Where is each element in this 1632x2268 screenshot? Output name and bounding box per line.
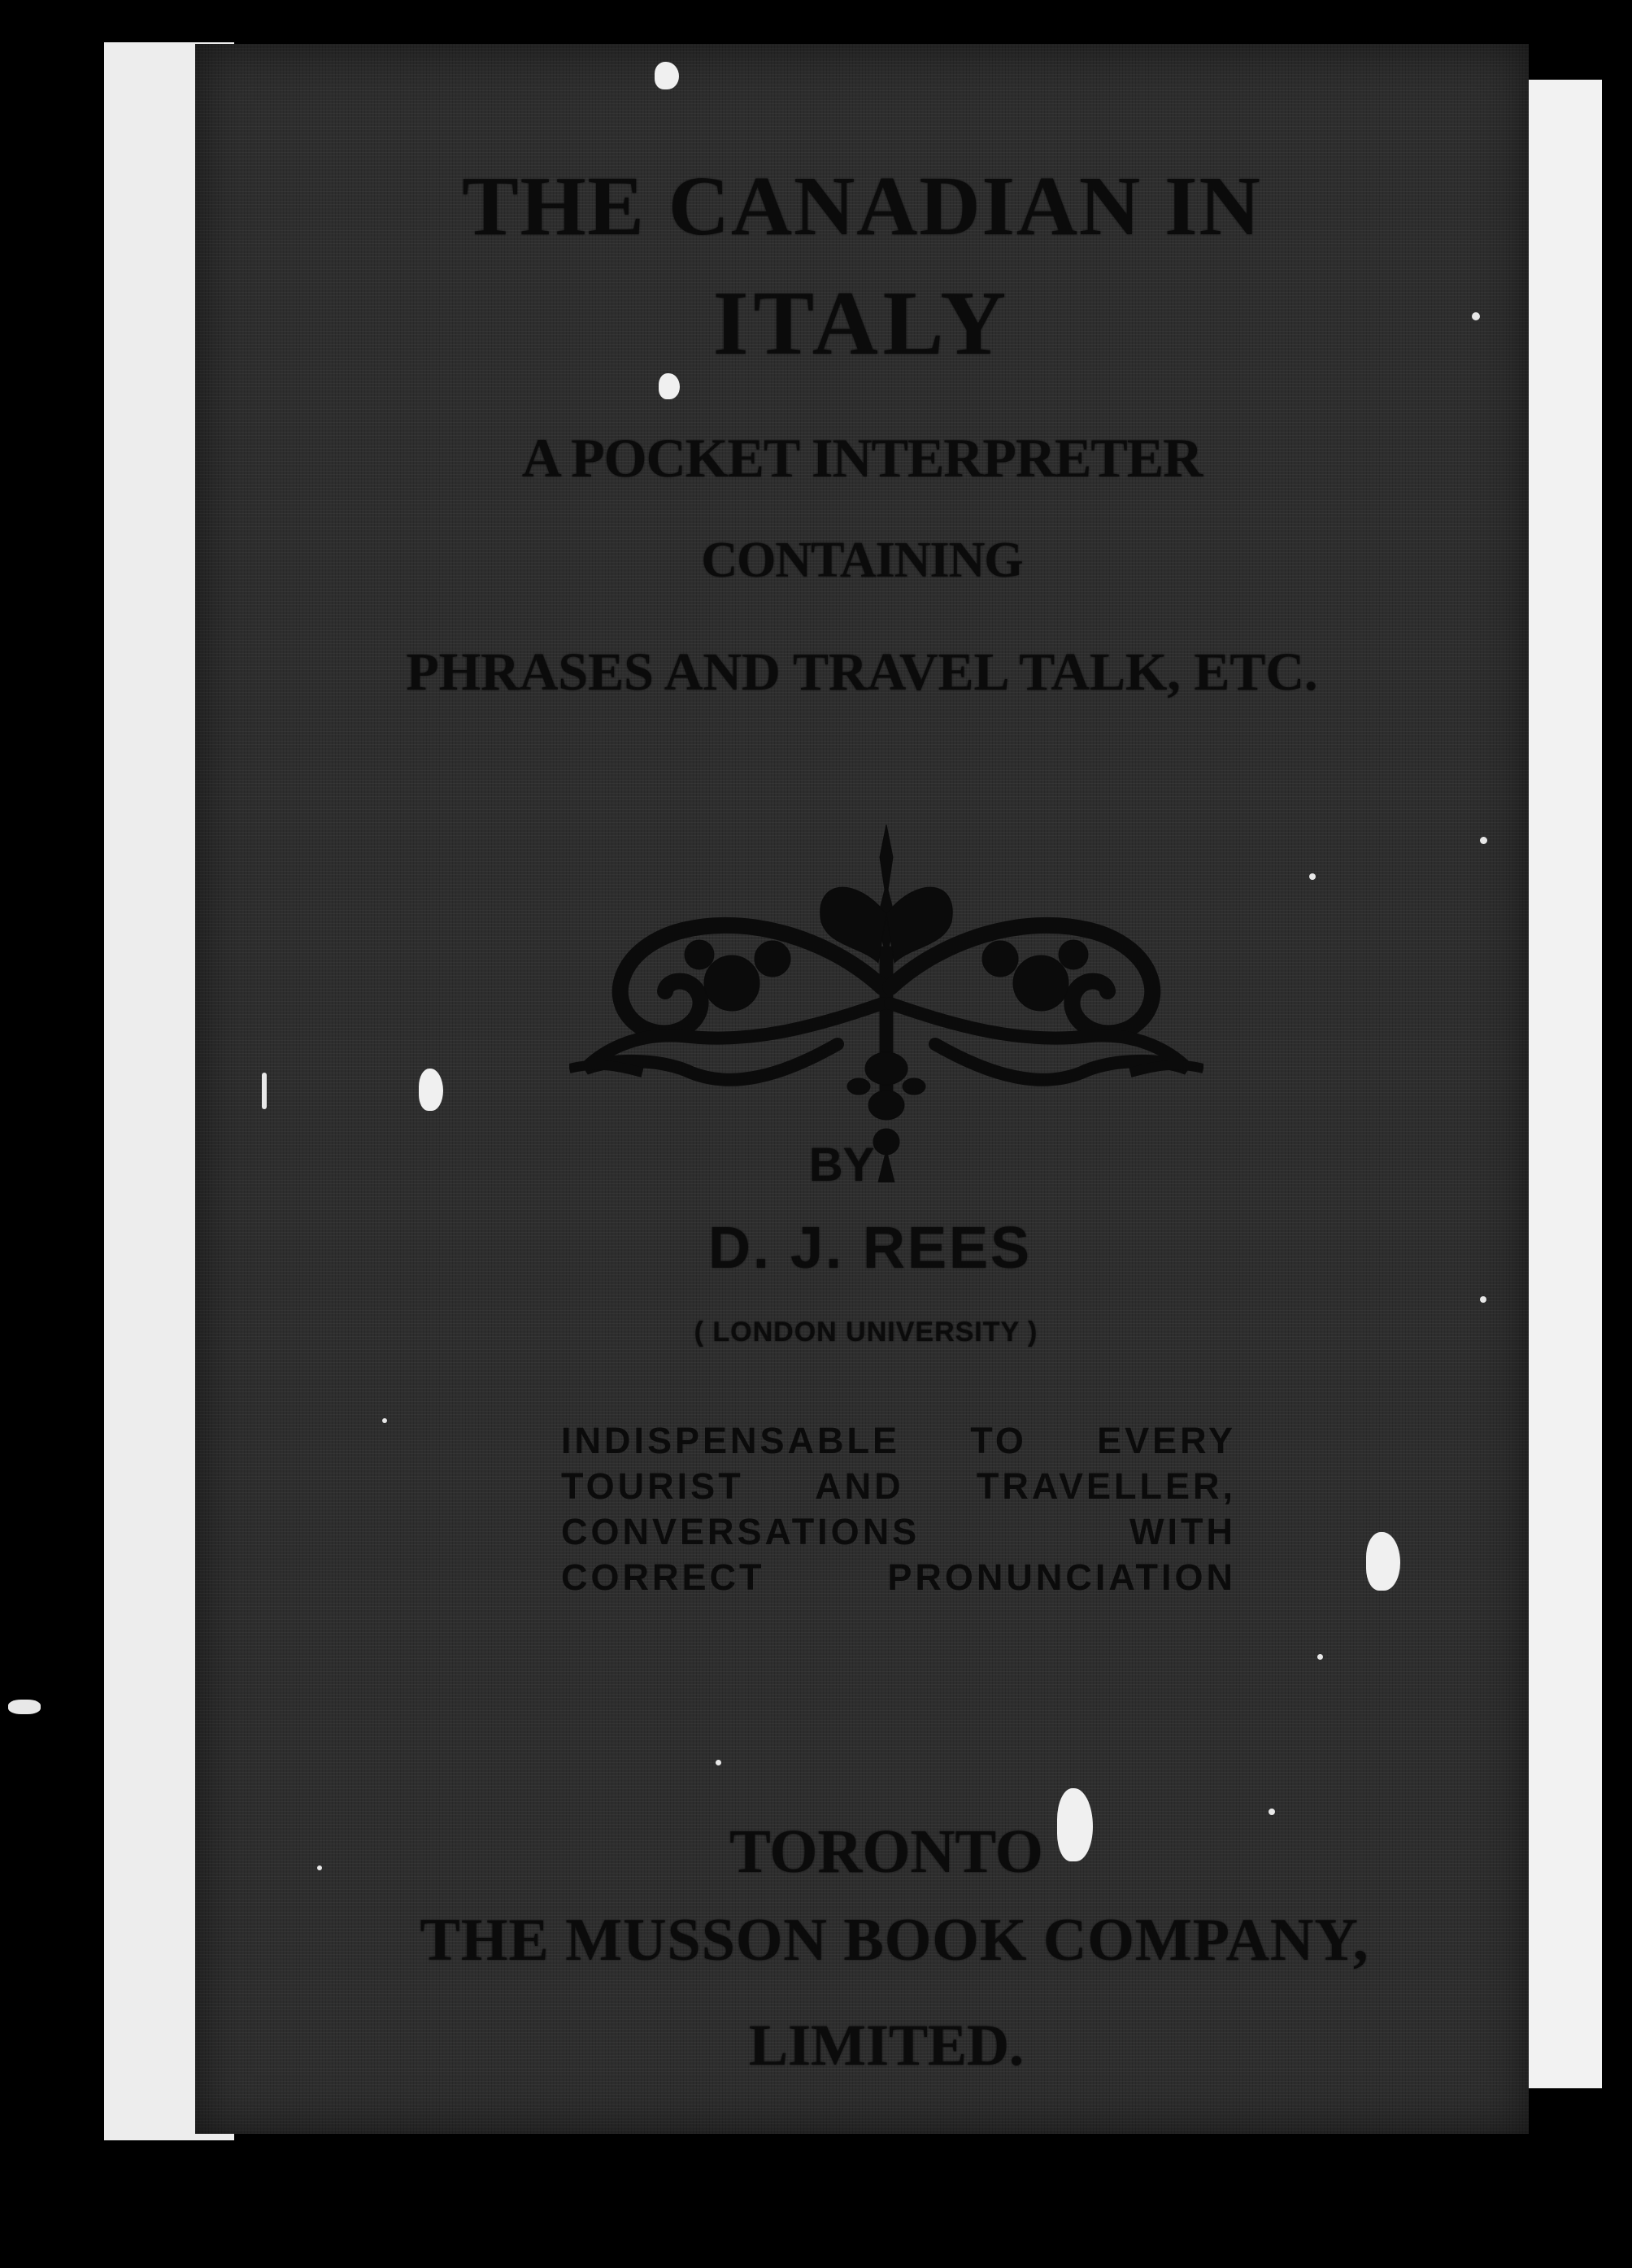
blurb-line-1: INDISPENSABLE TO EVERY: [561, 1420, 1236, 1461]
subtitle-line-3: PHRASES AND TRAVEL TALK, ETC.: [406, 642, 1318, 702]
title-line-2: ITALY: [712, 273, 1012, 374]
author-name: D. J. REES: [707, 1216, 1033, 1281]
blurb-line-3: CONVERSATIONS WITH: [561, 1511, 1236, 1552]
wear-speck: [382, 1418, 387, 1423]
by-line: BY: [808, 1138, 875, 1191]
book-cover: [195, 44, 1529, 2134]
publisher-city: TORONTO: [729, 1817, 1043, 1886]
wear-mark: [1366, 1532, 1400, 1591]
wear-speck: [716, 1760, 721, 1765]
publisher-name: THE MUSSON BOOK COMPANY,: [420, 1907, 1369, 1974]
wear-mark: [1057, 1788, 1093, 1861]
wear-speck: [1480, 1296, 1486, 1303]
publisher-suffix: LIMITED.: [748, 2013, 1025, 2078]
wear-speck: [1317, 1654, 1323, 1660]
author-affiliation: ( LONDON UNIVERSITY ): [694, 1317, 1038, 1347]
wear-speck: [1480, 837, 1487, 844]
wear-speck: [1309, 873, 1316, 880]
blurb-line-2: TOURIST AND TRAVELLER,: [561, 1465, 1236, 1507]
page-edge-right: [1529, 80, 1602, 2088]
blurb: [561, 1418, 1236, 1600]
wear-speck: [262, 1073, 267, 1109]
title-line-1: THE CANADIAN IN: [462, 159, 1262, 253]
subtitle-line-2: CONTAINING: [701, 533, 1023, 588]
wear-speck: [317, 1865, 322, 1870]
wear-mark: [659, 373, 680, 399]
blurb-line-4: CORRECT PRONUNCIATION: [561, 1556, 1236, 1598]
fleuron-scroll-ornament-icon: [569, 825, 1203, 1182]
wear-mark: [655, 62, 679, 89]
wear-mark: [419, 1069, 443, 1111]
subtitle-line-1: A POCKET INTERPRETER: [521, 427, 1203, 489]
wear-speck: [8, 1700, 41, 1714]
wear-speck: [1269, 1809, 1275, 1815]
wear-speck: [1472, 312, 1480, 320]
